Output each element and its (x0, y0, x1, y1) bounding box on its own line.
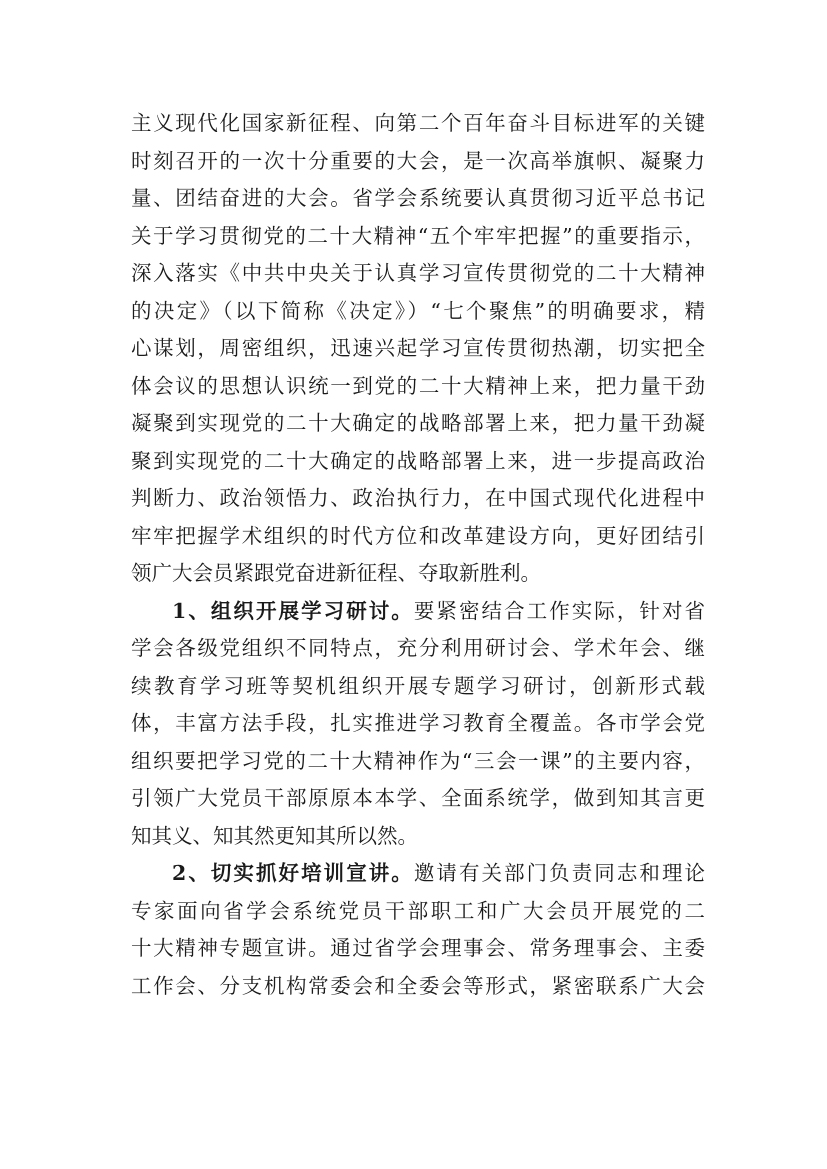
document-body (131, 105, 705, 1005)
text-line: 聚到实现党的二十大确定的战略部署上来，进一步提高政治 (131, 448, 705, 473)
text-line: 牢牢把握学术组织的时代方位和改革建设方向，更好团结引 (131, 523, 705, 548)
text-line: 主义现代化国家新征程、向第二个百年奋斗目标进军的关键 (131, 111, 705, 135)
paragraph-first-line (131, 855, 705, 893)
paragraph-study-discussion (131, 593, 705, 856)
text-line: 续教育学习班等契机组织开展专题学习研讨，创新形式载 (131, 673, 705, 698)
text-line: 判断力、政治领悟力、政治执行力，在中国式现代化进程中 (131, 486, 705, 510)
paragraph-intro (131, 105, 705, 593)
text-line: 十大精神专题宣讲。通过省学会理事会、常务理事会、主委 (131, 936, 705, 960)
text-line: 知其义、知其然更知其所以然。 (131, 823, 418, 848)
text-run: 邀请有关部门负责同志和理论 (413, 861, 706, 885)
text-line: 心谋划，周密组织，迅速兴起学习宣传贯彻热潮，切实把全 (131, 336, 705, 360)
text-line: 凝聚到实现党的二十大确定的战略部署上来，把力量干劲凝 (131, 411, 705, 435)
text-run: 要紧密结合工作实际，针对省 (413, 598, 706, 623)
text-line: 引领广大党员干部原原本本学、全面系统学，做到知其言更 (131, 786, 705, 810)
text-line: 体会议的思想认识统一到党的二十大精神上来，把力量干劲 (131, 373, 705, 398)
section-heading: 2、切实抓好培训宣讲。 (172, 861, 414, 885)
text-line: 工作会、分支机构常委会和全委会等形式，紧密联系广大会 (131, 973, 705, 998)
text-line: 量、团结奋进的大会。省学会系统要认真贯彻习近平总书记 (131, 186, 705, 210)
text-line: 关于学习贯彻党的二十大精神“五个牢牢把握”的重要指示， (131, 223, 705, 248)
paragraph-first-line (131, 593, 705, 631)
text-line: 深入落实《中共中央关于认真学习宣传贯彻党的二十大精神 (131, 261, 705, 285)
text-line: 体，丰富方法手段，扎实推进学习教育全覆盖。各市学会党 (131, 711, 705, 735)
text-line: 专家面向省学会系统党员干部职工和广大会员开展党的二 (131, 898, 705, 923)
text-line: 时刻召开的一次十分重要的大会，是一次高举旗帜、凝聚力 (131, 148, 705, 173)
text-line: 的决定》（以下简称《决定》）“七个聚焦”的明确要求，精 (131, 298, 705, 323)
text-line: 领广大会员紧跟党奋进新征程、夺取新胜利。 (131, 561, 541, 585)
text-line: 组织要把学习党的二十大精神作为“三会一课”的主要内容， (131, 748, 705, 773)
paragraph-training-lectures (131, 855, 705, 1005)
section-heading: 1、组织开展学习研讨。 (172, 598, 414, 623)
text-line: 学会各级党组织不同特点，充分利用研讨会、学术年会、继 (131, 636, 705, 660)
